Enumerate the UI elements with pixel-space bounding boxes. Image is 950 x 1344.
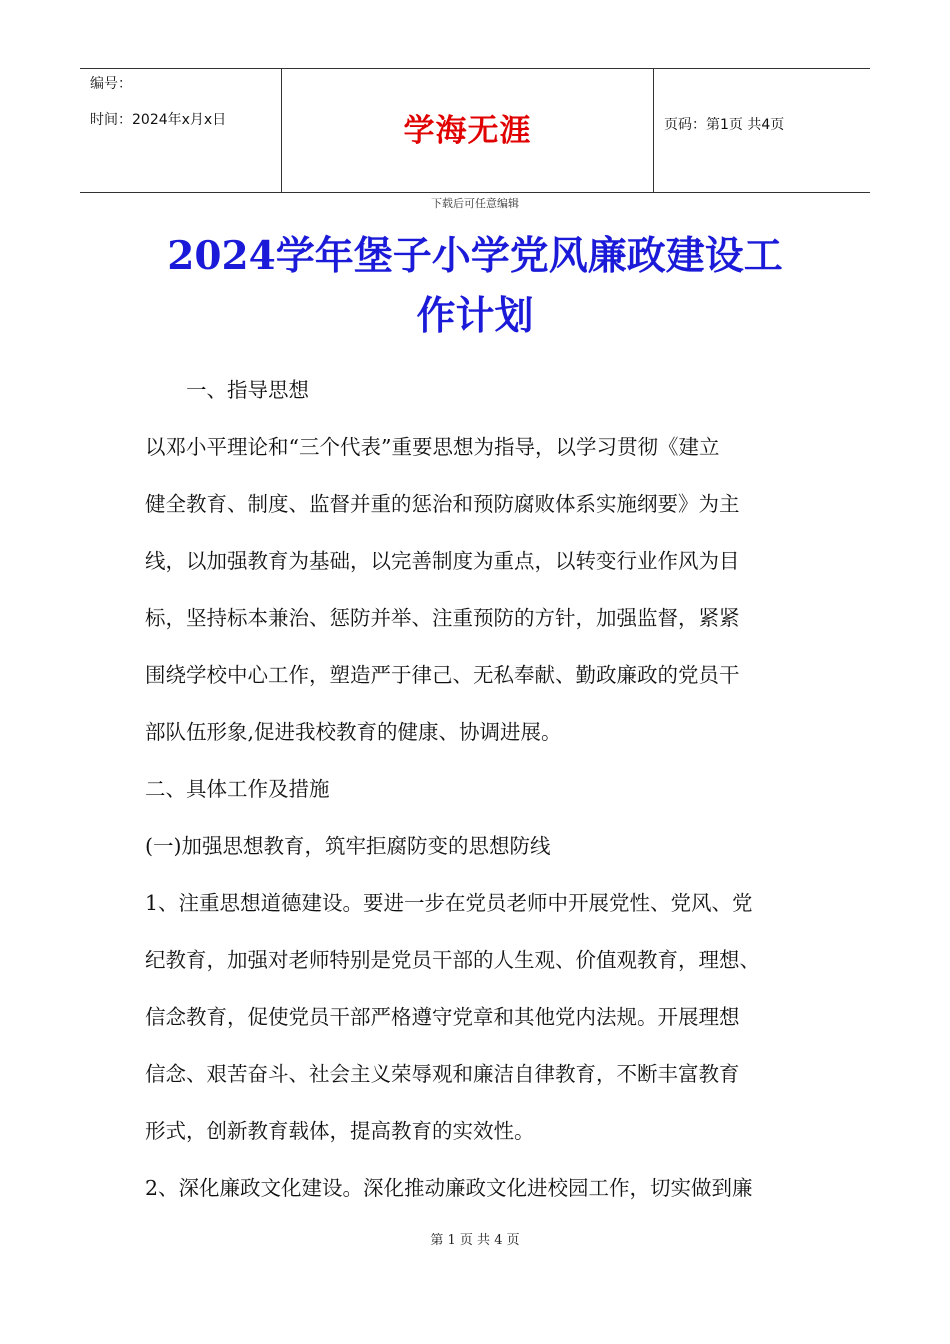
editable-note: 下载后可任意编辑	[431, 197, 519, 210]
document-title	[100, 226, 850, 346]
header-right-cell	[654, 69, 870, 192]
document-time-label: 时间：2024年x月x日	[90, 112, 227, 128]
paragraph-line: 部队伍形象,促进我校教育的健康、协调进展。	[145, 720, 562, 744]
paragraph-line: 2、深化廉政文化建设。深化推动廉政文化进校园工作，切实做到廉	[145, 1176, 753, 1200]
paragraph-line: 信念教育，促使党员干部严格遵守党章和其他党内法规。开展理想	[145, 1005, 740, 1029]
paragraph-line: 1、注重思想道德建设。要进一步在党员老师中开展党性、党风、党	[145, 891, 753, 915]
header-left-cell	[80, 69, 281, 192]
paragraph-line: 健全教育、制度、监督并重的惩治和预防腐败体系实施纲要》为主	[145, 492, 740, 516]
paragraph-line: 围绕学校中心工作，塑造严于律己、无私奉献、勤政廉政的党员干	[145, 663, 740, 687]
document-number-label: 编号：	[90, 76, 132, 92]
title-line: 作计划	[416, 293, 534, 339]
paragraph-line: 信念、艰苦奋斗、社会主义荣辱观和廉洁自律教育，不断丰富教育	[145, 1062, 740, 1086]
page-indicator: 页码：第1页 共4页	[664, 117, 785, 133]
paragraph-line: 线，以加强教育为基础，以完善制度为重点，以转变行业作风为目	[145, 549, 740, 573]
title-line: 2024学年堡子小学党风廉政建设工	[167, 233, 783, 279]
section-heading: 一、指导思想	[145, 378, 309, 402]
document-header	[80, 68, 870, 193]
paragraph-line: 以邓小平理论和“三个代表”重要思想为指导，以学习贯彻《建立	[145, 435, 720, 459]
paragraph-line: 形式，创新教育载体，提高教育的实效性。	[145, 1119, 535, 1143]
section-heading: 二、具体工作及措施	[145, 777, 330, 801]
paragraph-line: 标，坚持标本兼治、惩防并举、注重预防的方针，加强监督，紧紧	[145, 606, 740, 630]
header-middle-cell	[281, 69, 654, 192]
subsection-heading: (一)加强思想教育，筑牢拒腐防变的思想防线	[145, 834, 551, 858]
brand-title: 学海无涯	[403, 113, 532, 149]
paragraph-line: 纪教育，加强对老师特别是党员干部的人生观、价值观教育，理想、	[145, 948, 760, 972]
page-footer: 第 1 页 共 4 页	[430, 1233, 520, 1248]
